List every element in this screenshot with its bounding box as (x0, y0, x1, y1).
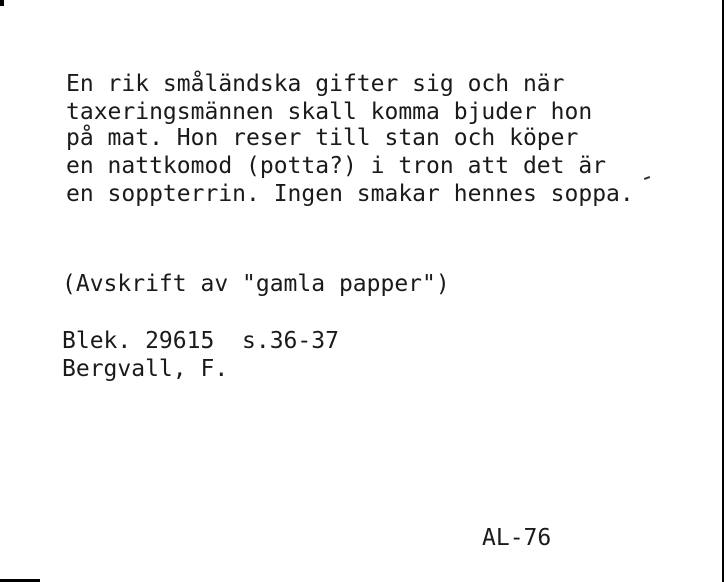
stray-pen-mark (644, 176, 650, 180)
source-note: (Avskrift av "gamla papper") (62, 271, 450, 297)
body-line-5: en soppterrin. Ingen smakar hennes soppa. (66, 181, 634, 207)
card-edge-right (722, 0, 724, 582)
card-edge-top-left (0, 0, 4, 6)
body-line-3: på mat. Hon reser till stan och köper (66, 125, 579, 151)
collector-name: Bergvall, F. (62, 356, 229, 382)
catalog-code: AL-76 (482, 525, 552, 551)
location-record: Blek. 29615 s.36-37 (62, 328, 339, 354)
body-line-4: en nattkomod (potta?) i tron att det är (66, 153, 607, 179)
body-line-1: En rik småländska gifter sig och när (66, 71, 565, 97)
body-line-2: taxeringsmännen skall komma bjuder hon (66, 99, 593, 125)
